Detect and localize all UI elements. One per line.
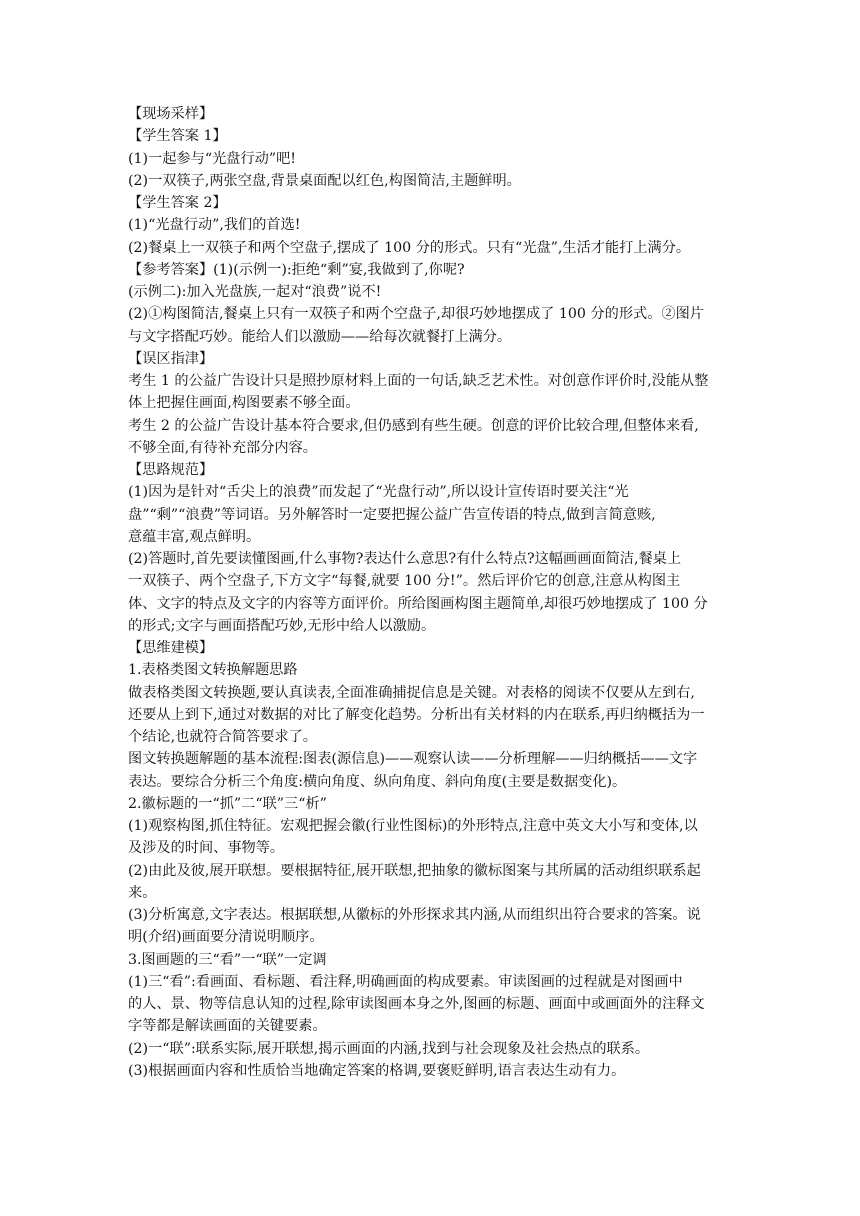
text-line: 还要从上到下,通过对数据的对比了解变化趋势。分析出有关材料的内在联系,再归纳概括为一 [128, 706, 705, 723]
text-line: 个结论,也就符合简答要求了。 [128, 729, 317, 745]
text-line: (1)因为是针对“舌尖上的浪费”而发起了“光盘行动”,所以设计宣传语时要关注“光 [128, 484, 629, 501]
text-line: 考生 2 的公益广告设计基本符合要求,但仍感到有些生硬。创意的评价比较合理,但整体来看, [128, 417, 699, 434]
text-line: 与文字搭配巧妙。能给人们以激励——给每次就餐打上满分。 [128, 328, 512, 345]
text-line: 的人、景、物等信息认知的过程,除审读图画本身之外,图画的标题、画面中或画面外的注释文 [128, 996, 705, 1012]
text-line: 及涉及的时间、事物等。 [128, 840, 285, 857]
text-line: (2)一“联”:联系实际,展开联想,揭示画面的内涵,找到与社会现象及社会热点的联系。 [128, 1040, 650, 1057]
text-line: (3)分析寓意,文字表达。根据联想,从徽标的外形探求其内涵,从而组织出符合要求的答案。说 [128, 907, 701, 923]
text-line: (1)“光盘行动”,我们的首选! [128, 217, 301, 234]
text-line: (1)一起参与“光盘行动”吧! [128, 150, 296, 167]
text-line: (2)由此及彼,展开联想。要根据特征,展开联想,把抽象的徽标图案与其所属的活动组织联系起 [128, 862, 701, 879]
text-line: 明(介绍)画面要分清说明顺序。 [128, 929, 324, 946]
text-line: 【误区指津】 [128, 350, 214, 367]
text-line: 来。 [128, 884, 157, 901]
text-line: 的形式;文字与画面搭配巧妙,无形中给人以激励。 [128, 617, 436, 634]
text-line: 【现场采样】 [128, 106, 214, 122]
text-line: 【学生答案 2】 [128, 195, 227, 211]
text-line: 2.徽标题的一“抓”二“联”三“析” [128, 795, 327, 812]
text-line: 【学生答案 1】 [128, 128, 227, 145]
text-line: 【思维建模】 [128, 640, 214, 656]
text-line: 盘”“剩”“浪费”等词语。另外解答时一定要把握公益广告宣传语的特点,做到言简意赅, [128, 506, 656, 523]
text-line: 考生 1 的公益广告设计只是照抄原材料上面的一句话,缺乏艺术性。对创意作评价时,没能从整 [128, 373, 709, 389]
text-line: 体上把握住画面,构图要素不够全面。 [128, 395, 360, 412]
text-line: 3.图画题的三“看”一“联”一定调 [128, 951, 327, 968]
text-line: (3)根据画面内容和性质恰当地确定答案的格调,要褒贬鲜明,语言表达生动有力。 [128, 1062, 626, 1079]
text-line: 图文转换题解题的基本流程:图表(源信息)——观察认读——分析理解——归纳概括——文字 [128, 751, 698, 768]
text-line: 意蕴丰富,观点鲜明。 [128, 528, 261, 545]
text-line: (2)答题时,首先要读懂图画,什么事物?表达什么意思?有什么特点?这幅画画面简洁,餐桌上 [128, 551, 682, 567]
text-line: 表达。要综合分析三个角度:横向角度、纵向角度、斜向角度(主要是数据变化)。 [128, 773, 627, 790]
text-line: 1.表格类图文转换解题思路 [128, 662, 298, 679]
text-line: (2)①构图简洁,餐桌上只有一双筷子和两个空盘子,却很巧妙地摆成了 100 分的形式。②图片 [128, 306, 704, 323]
text-line: 字等都是解读画面的关键要素。 [128, 1018, 327, 1035]
text-line: 【参考答案】(1)(示例一):拒绝“剩”宴,我做到了,你呢? [128, 261, 465, 278]
text-line: (1)三“看”:看画面、看标题、看注释,明确画面的构成要素。审读图画的过程就是对图画中 [128, 973, 683, 990]
text-line: 【思路规范】 [128, 462, 214, 478]
text-line: (2)一双筷子,两张空盘,背景桌面配以红色,构图简洁,主题鲜明。 [128, 172, 521, 189]
text-line: 一双筷子、两个空盘子,下方文字“每餐,就要 100 分!”。然后评价它的创意,注意从构图主 [128, 573, 681, 590]
text-line: 体、文字的特点及文字的内容等方面评价。所给图画构图主题简单,却很巧妙地摆成了 100 分 [128, 595, 708, 612]
text-line: 不够全面,有待补充部分内容。 [128, 439, 317, 456]
text-line: (2)餐桌上一双筷子和两个空盘子,摆成了 100 分的形式。只有“光盘”,生活才能打上满分。 [128, 239, 691, 256]
text-line: (示例二):加入光盘族,一起对“浪费”说不! [128, 284, 382, 300]
document-body [128, 103, 738, 1082]
text-line: 做表格类图文转换题,要认真读表,全面准确捕捉信息是关键。对表格的阅读不仅要从左到右, [128, 684, 695, 701]
text-line: (1)观察构图,抓住特征。宏观把握会徽(行业性图标)的外形特点,注意中英文大小写和变体,以 [128, 818, 698, 834]
